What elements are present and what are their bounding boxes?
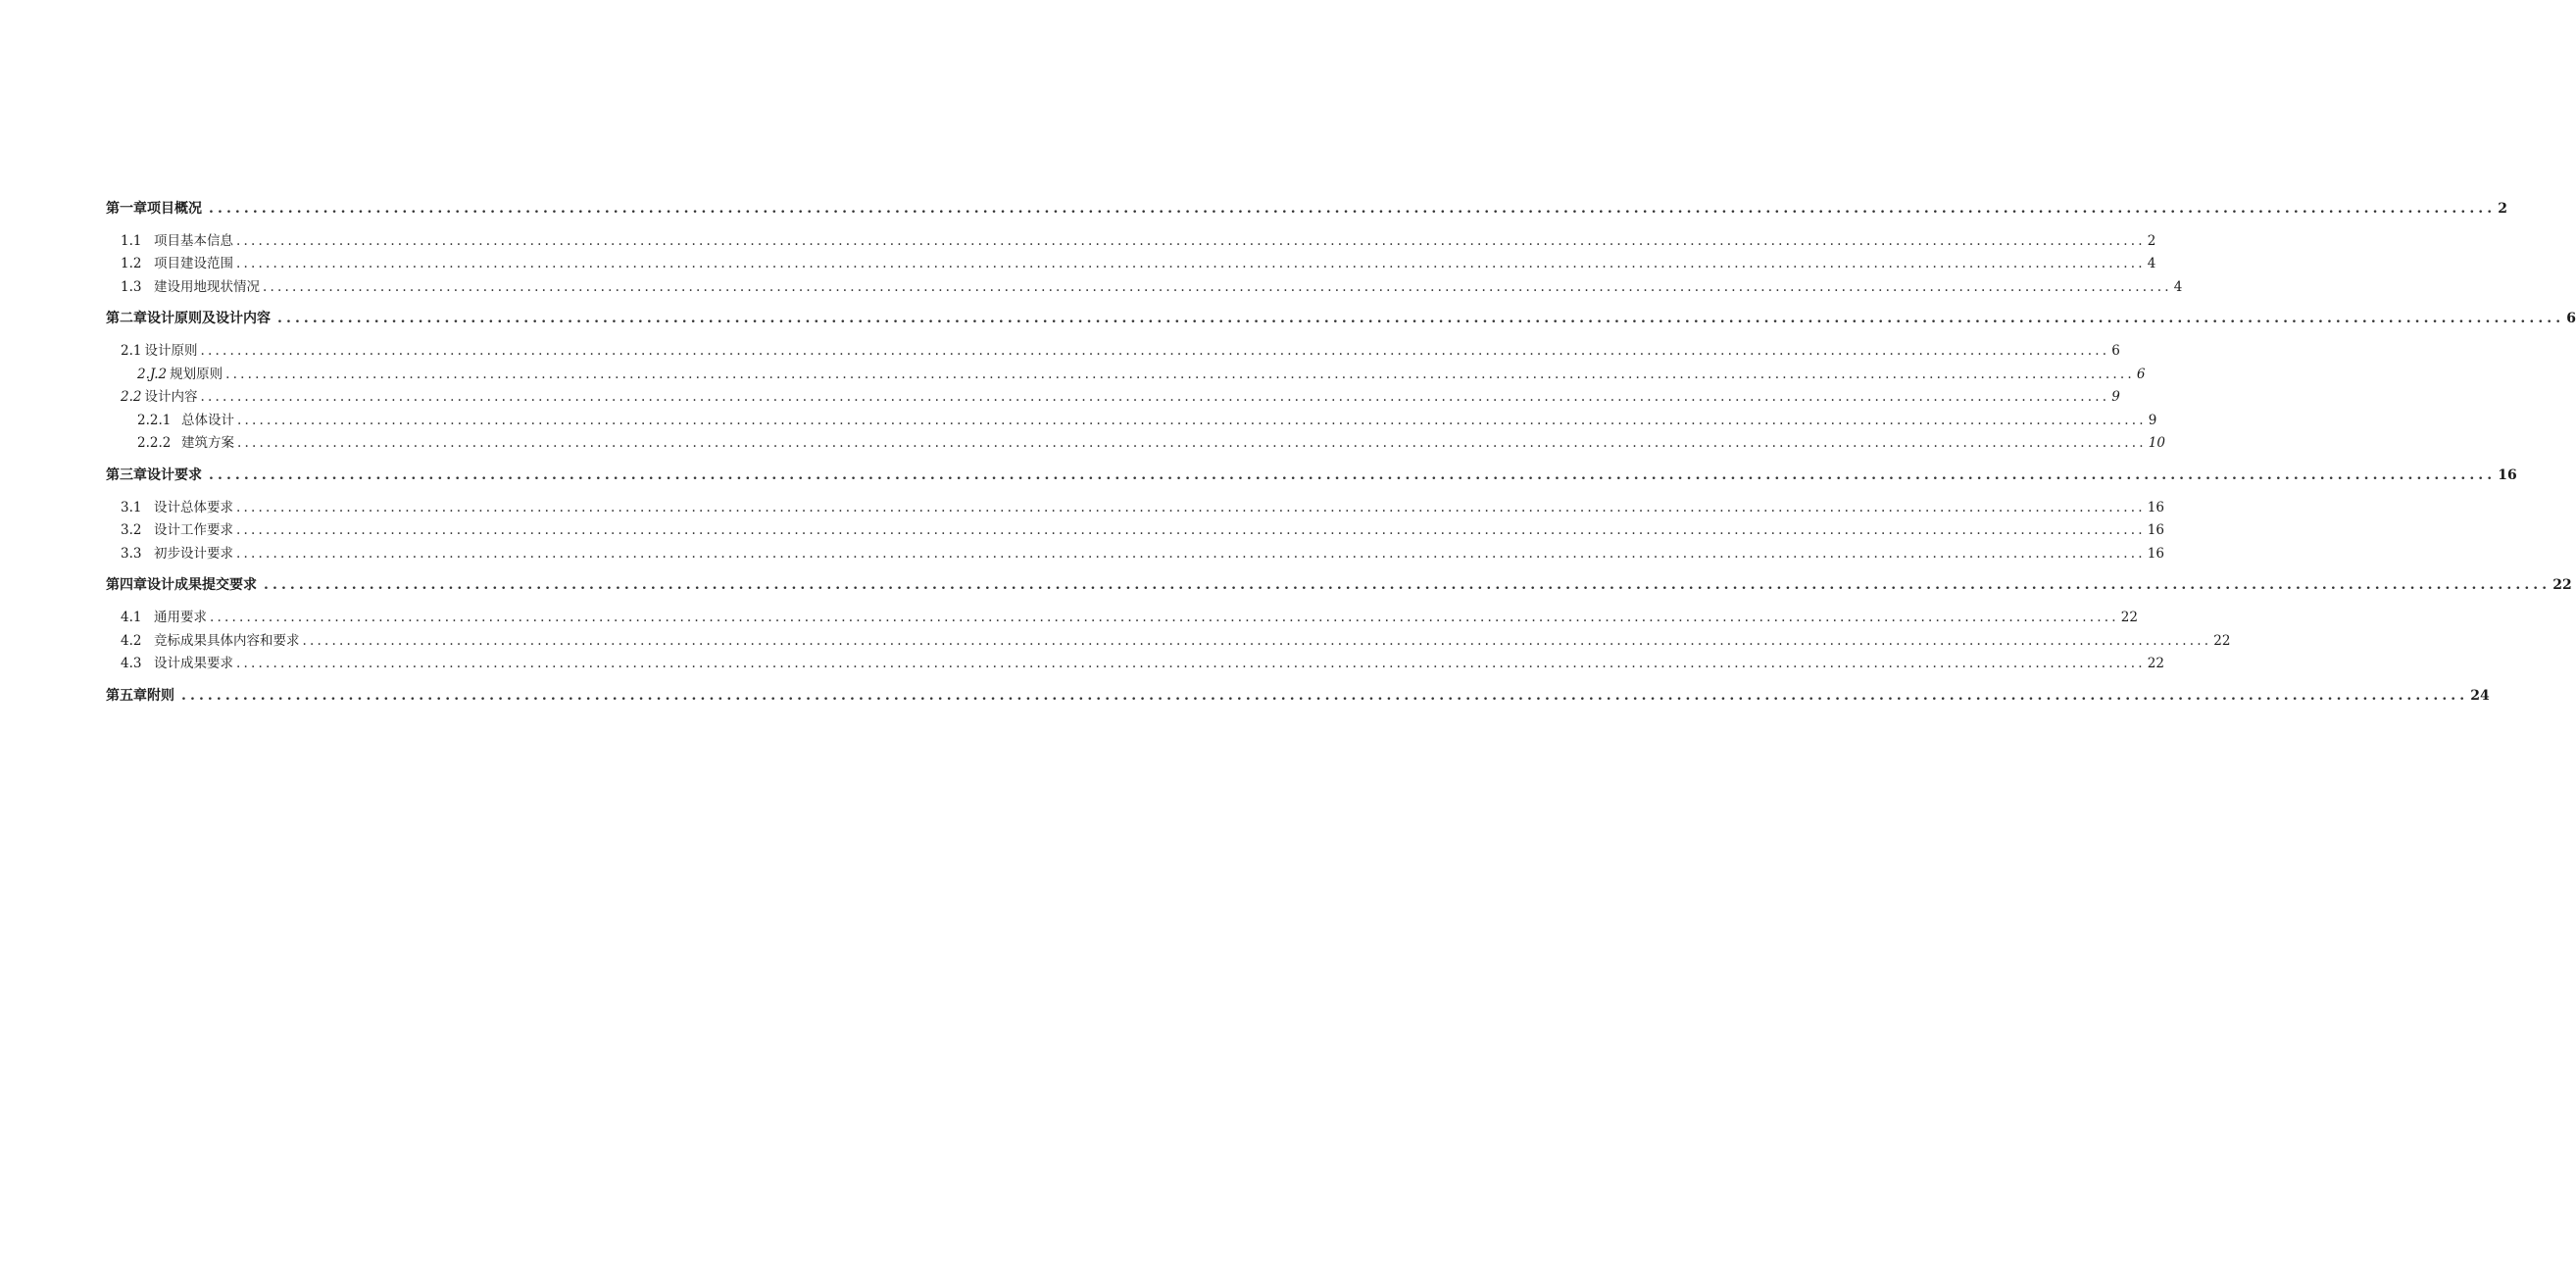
dot-leader: ....................................................................................................................................................................................................................................................................: [225, 366, 2135, 382]
toc-entry-title: 总体设计: [181, 412, 234, 428]
toc-entry-page-number: 4: [2173, 278, 2183, 295]
table-of-contents: [106, 198, 2576, 708]
dot-leader: ....................................................................................................................................................................................................................................................................: [236, 499, 2146, 515]
toc-entry-title: 建筑方案: [181, 435, 234, 452]
toc-entry-subsection[interactable]: [106, 432, 2165, 456]
dot-leader: ....................................................................................................................................................................................................................................................................: [236, 656, 2146, 672]
toc-entry-section[interactable]: [106, 386, 2120, 410]
dot-leader: ....................................................................................................................................................................................................................................................................: [236, 545, 2146, 562]
toc-entry-number: 2.J.2: [137, 366, 168, 382]
dot-leader: ....................................................................................................................................................................................................................................................................: [209, 466, 2497, 483]
toc-entry-title: 设计原则: [144, 342, 198, 359]
toc-entry-page-number: 22: [2213, 632, 2231, 649]
dot-leader: ....................................................................................................................................................................................................................................................................: [302, 632, 2212, 649]
toc-entry-page-number: 10: [2148, 435, 2165, 452]
toc-entry-number: 1.2: [121, 256, 142, 272]
toc-entry-title: 竞标成果具体内容和要求: [154, 632, 300, 649]
dot-leader: ....................................................................................................................................................................................................................................................................: [277, 311, 2565, 327]
toc-entry-chapter[interactable]: [106, 574, 2572, 598]
toc-entry-title: 第三章设计要求: [106, 466, 202, 483]
toc-entry-page-number: 16: [2147, 522, 2164, 539]
toc-entry-section[interactable]: [106, 497, 2164, 520]
toc-entry-section[interactable]: [106, 340, 2120, 364]
toc-entry-title: 第一章项目概况: [106, 201, 202, 217]
toc-entry-number: 2.1: [121, 342, 142, 359]
dot-leader: ....................................................................................................................................................................................................................................................................: [237, 435, 2147, 452]
dot-leader: ....................................................................................................................................................................................................................................................................: [236, 232, 2146, 249]
toc-entry-section[interactable]: [106, 276, 2183, 300]
toc-entry-page-number: 9: [2148, 412, 2157, 428]
dot-leader: ....................................................................................................................................................................................................................................................................: [264, 577, 2551, 594]
toc-entry-title: 项目基本信息: [154, 232, 233, 249]
dot-leader: ....................................................................................................................................................................................................................................................................: [181, 687, 2469, 704]
toc-entry-section[interactable]: [106, 653, 2164, 676]
toc-entry-page-number: 22: [2552, 577, 2572, 594]
toc-entry-page-number: 6: [2111, 342, 2120, 359]
dot-leader: ....................................................................................................................................................................................................................................................................: [200, 389, 2110, 406]
toc-entry-number: 4.2: [121, 632, 142, 649]
toc-entry-page-number: 16: [2498, 466, 2517, 483]
toc-entry-number: 4.1: [121, 609, 142, 625]
toc-entry-section[interactable]: [106, 607, 2138, 630]
toc-entry-title: 设计工作要求: [154, 522, 233, 539]
toc-entry-number: 2.2: [121, 389, 142, 406]
toc-entry-subsection[interactable]: [106, 410, 2157, 433]
toc-entry-chapter[interactable]: [106, 308, 2576, 331]
toc-entry-section[interactable]: [106, 519, 2164, 543]
toc-entry-section[interactable]: [106, 630, 2231, 654]
toc-entry-page-number: 22: [2147, 656, 2164, 672]
dot-leader: ....................................................................................................................................................................................................................................................................: [237, 412, 2147, 428]
toc-entry-page-number: 22: [2120, 609, 2138, 625]
toc-entry-number: 2.2.1: [137, 412, 172, 428]
toc-entry-title: 建设用地现状情况: [154, 278, 260, 295]
toc-entry-subsection[interactable]: [106, 364, 2146, 387]
dot-leader: ....................................................................................................................................................................................................................................................................: [200, 342, 2110, 359]
dot-leader: ....................................................................................................................................................................................................................................................................: [263, 278, 2172, 295]
toc-entry-page-number: 6: [2566, 311, 2576, 327]
toc-entry-chapter[interactable]: [106, 685, 2490, 709]
toc-entry-section[interactable]: [106, 230, 2156, 254]
toc-entry-title: 项目建设范围: [154, 256, 233, 272]
toc-entry-page-number: 4: [2147, 256, 2156, 272]
toc-entry-number: 1.3: [121, 278, 142, 295]
toc-entry-page-number: 6: [2136, 366, 2146, 382]
toc-entry-page-number: 24: [2470, 687, 2490, 704]
toc-entry-title: 第四章设计成果提交要求: [106, 577, 257, 594]
toc-entry-title: 设计总体要求: [154, 499, 233, 515]
toc-entry-title: 第五章附则: [106, 687, 174, 704]
toc-entry-number: 3.2: [121, 522, 142, 539]
toc-entry-number: 3.1: [121, 499, 142, 515]
dot-leader: ....................................................................................................................................................................................................................................................................: [236, 522, 2146, 539]
toc-entry-number: 1.1: [121, 232, 142, 249]
toc-entry-number: 3.3: [121, 545, 142, 562]
toc-entry-number: 2.2.2: [137, 435, 172, 452]
toc-entry-page-number: 2: [2498, 201, 2507, 217]
toc-entry-section[interactable]: [106, 543, 2164, 566]
toc-entry-number: 4.3: [121, 656, 142, 672]
dot-leader: ....................................................................................................................................................................................................................................................................: [210, 609, 2119, 625]
dot-leader: ....................................................................................................................................................................................................................................................................: [209, 201, 2497, 217]
toc-entry-page-number: 9: [2111, 389, 2120, 406]
toc-entry-chapter[interactable]: [106, 198, 2507, 221]
toc-entry-chapter[interactable]: [106, 465, 2517, 488]
toc-entry-title: 通用要求: [154, 609, 207, 625]
toc-entry-title: 设计成果要求: [154, 656, 233, 672]
toc-entry-page-number: 2: [2147, 232, 2156, 249]
toc-entry-title: 第二章设计原则及设计内容: [106, 311, 271, 327]
dot-leader: ....................................................................................................................................................................................................................................................................: [236, 256, 2146, 272]
toc-entry-title: 初步设计要求: [154, 545, 233, 562]
toc-entry-page-number: 16: [2147, 545, 2164, 562]
toc-entry-title: 规划原则: [170, 366, 223, 382]
toc-entry-title: 设计内容: [144, 389, 198, 406]
toc-entry-section[interactable]: [106, 253, 2156, 276]
toc-entry-page-number: 16: [2147, 499, 2164, 515]
